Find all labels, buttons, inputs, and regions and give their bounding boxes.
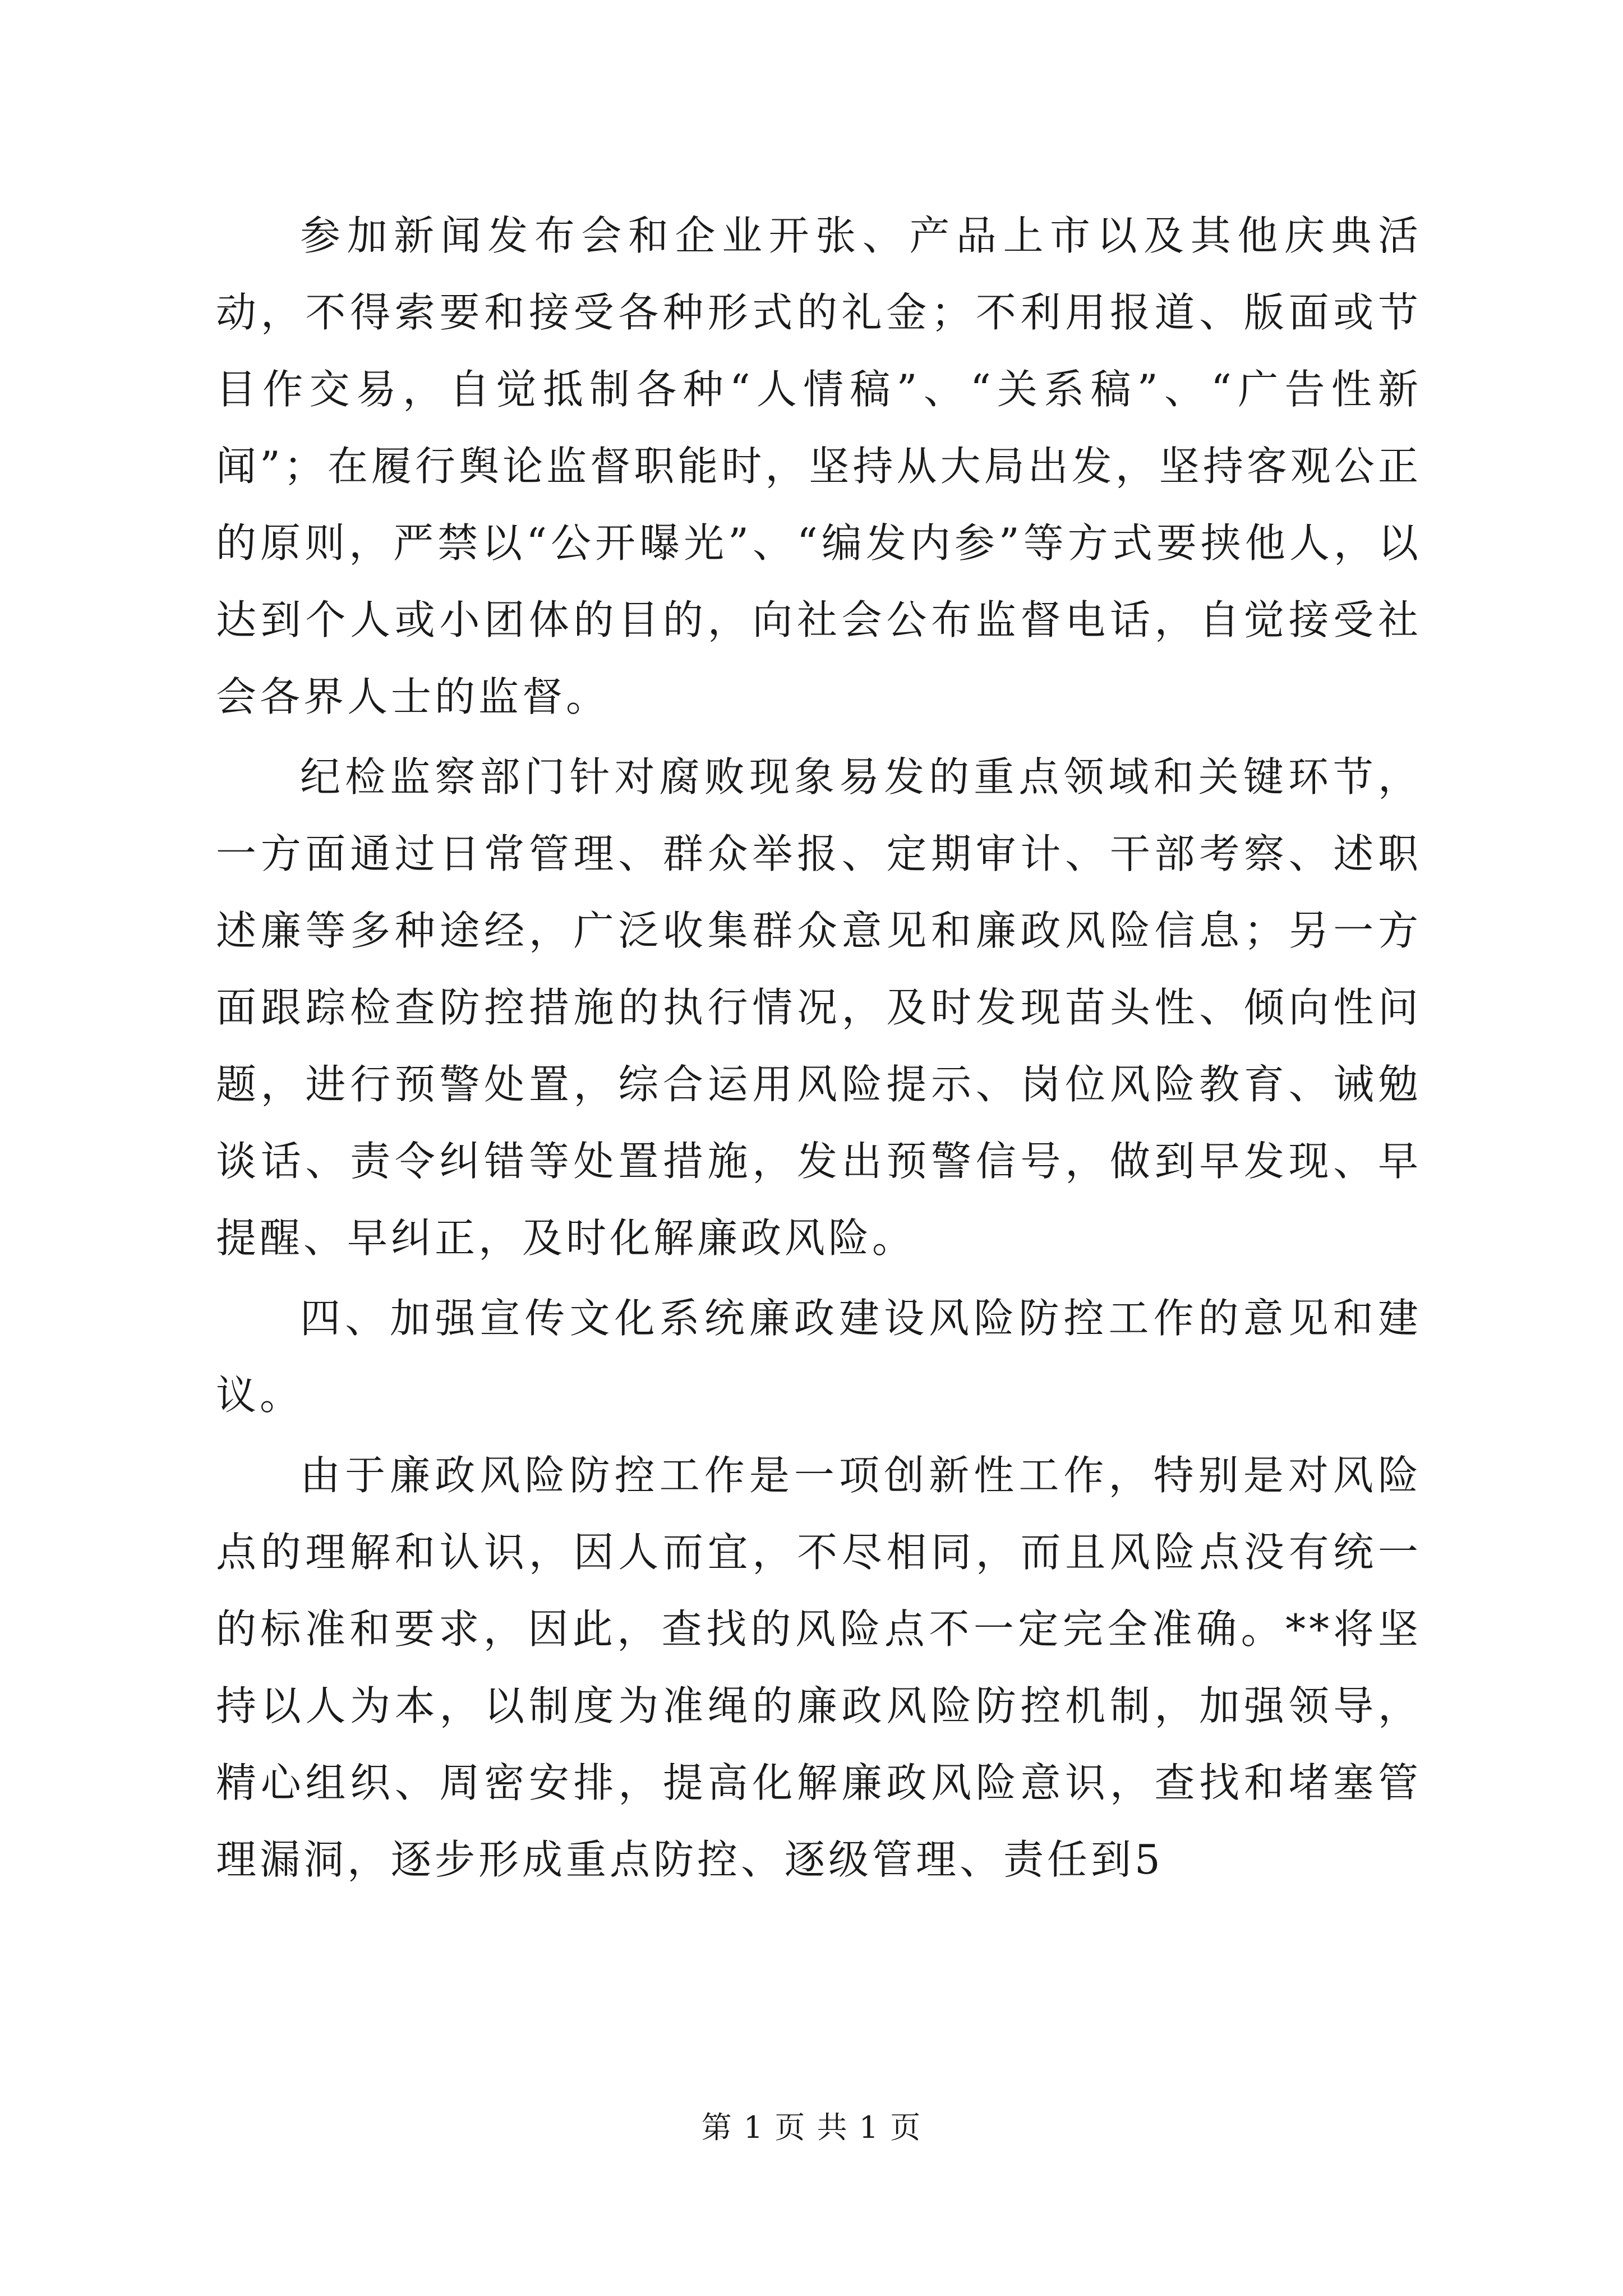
paragraph-risk-prevention: 由于廉政风险防控工作是一项创新性工作，特别是对风险点的理解和认识，因人而宜，不尽相同，而且风险点没有统一的标准和要求，因此，查找的风险点不一定完全准确。**将坚持以人为本，以制度为准绳的廉政风险防控机制，加强领导，精心组织、周密安排，提高化解廉政风险意识，查找和堵塞管理漏洞，逐步形成重点防控、逐级管理、责任到5 (216, 1452, 1422, 1883)
section-heading-four: 四、加强宣传文化系统廉政建设风险防控工作的意见和建议。 (216, 1295, 1422, 1419)
document-body (216, 197, 1422, 1902)
paragraph-discipline-inspection: 纪检监察部门针对腐败现象易发的重点领域和关键环节，一方面通过日常管理、群众举报、定期审计、干部考察、述职述廉等多种途经，广泛收集群众意见和廉政风险信息；另一方面跟踪检查防控措施的执行情况，及时发现苗头性、倾向性问题，进行预警处置，综合运用风险提示、岗位风险教育、诫勉谈话、责令纠错等处置措施，发出预警信号，做到早发现、早提醒、早纠正，及时化解廉政风险。 (216, 753, 1422, 1262)
paragraph-conduct-rules: 参加新闻发布会和企业开张、产品上市以及其他庆典活动，不得索要和接受各种形式的礼金；不利用报道、版面或节目作交易，自觉抵制各种“人情稿”、“关系稿”、“广告性新闻”；在履行舆论监督职能时，坚持从大局出发，坚持客观公正的原则，严禁以“公开曝光”、“编发内参”等方式要挟他人，以达到个人或小团体的目的，向社会公布监督电话，自觉接受社会各界人士的监督。 (216, 212, 1422, 720)
page-number-footer: 第 1 页 共 1 页 (701, 2110, 922, 2145)
